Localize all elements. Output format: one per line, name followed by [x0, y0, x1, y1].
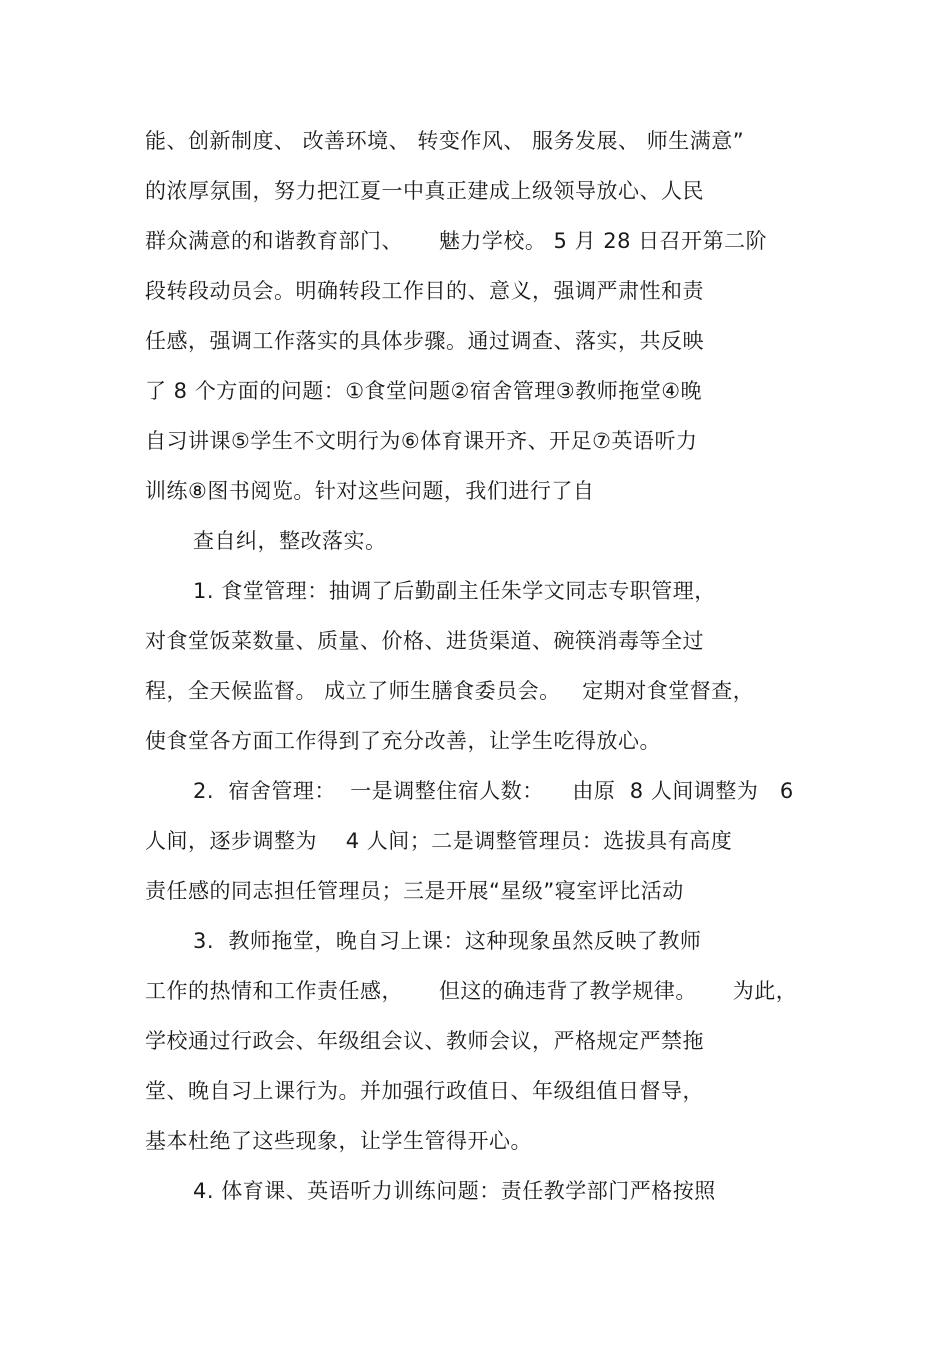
text-line-9: 查自纠，整改落实。 — [193, 529, 387, 553]
text-line-15: 人间，逐步调整为 4 人间；二是调整管理员：选拔具有高度 — [145, 829, 733, 853]
text-line-20: 堂、晚自习上课行为。并加强行政值日、年级组值日督导， — [145, 1079, 704, 1103]
text-line-1: 能、创新制度、 改善环境、 转变作风、 服务发展、 师生满意” — [145, 129, 745, 153]
text-line-13: 使食堂各方面工作得到了充分改善，让学生吃得放心。 — [145, 729, 661, 753]
text-line-4: 段转段动员会。明确转段工作目的、意义，强调严肃性和责 — [145, 279, 704, 303]
text-line-11: 对食堂饭菜数量、质量、价格、进货渠道、碗筷消毒等全过 — [145, 629, 704, 653]
text-line-2: 的浓厚氛围，努力把江夏一中真正建成上级领导放心、人民 — [145, 179, 704, 203]
text-line-17: 3. 教师拖堂，晚自习上课：这种现象虽然反映了教师 — [193, 929, 702, 953]
text-line-16: 责任感的同志担任管理员；三是开展“星级”寝室评比活动 — [145, 879, 684, 903]
text-line-22: 4. 体育课、英语听力训练问题：责任教学部门严格按照 — [193, 1179, 716, 1203]
text-line-19: 学校通过行政会、年级组会议、教师会议，严格规定严禁拖 — [145, 1029, 704, 1053]
text-line-10: 1. 食堂管理：抽调了后勤副主任朱学文同志专职管理， — [193, 579, 716, 603]
text-line-14: 2. 宿舍管理： 一是调整住宿人数： 由原 8 人间调整为 6 — [193, 779, 794, 803]
text-line-18: 工作的热情和工作责任感， 但这的确违背了教学规律。 为此， — [145, 979, 798, 1003]
text-line-8: 训练⑧图书阅览。针对这些问题，我们进行了自 — [145, 479, 595, 503]
text-line-5: 任感，强调工作落实的具体步骤。通过调查、落实，共反映 — [145, 329, 704, 353]
text-line-21: 基本杜绝了这些现象，让学生管得开心。 — [145, 1129, 532, 1153]
text-line-7: 自习讲课⑤学生不文明行为⑥体育课开齐、开足⑦英语听力 — [145, 429, 698, 453]
text-line-12: 程，全天候监督。 成立了师生膳食委员会。 定期对食堂督查， — [145, 679, 755, 703]
text-line-6: 了 8 个方面的问题：①食堂问题②宿舍管理③教师拖堂④晚 — [145, 379, 703, 403]
text-line-3: 群众满意的和谐教育部门、 魅力学校。 5 月 28 日召开第二阶 — [145, 229, 768, 253]
